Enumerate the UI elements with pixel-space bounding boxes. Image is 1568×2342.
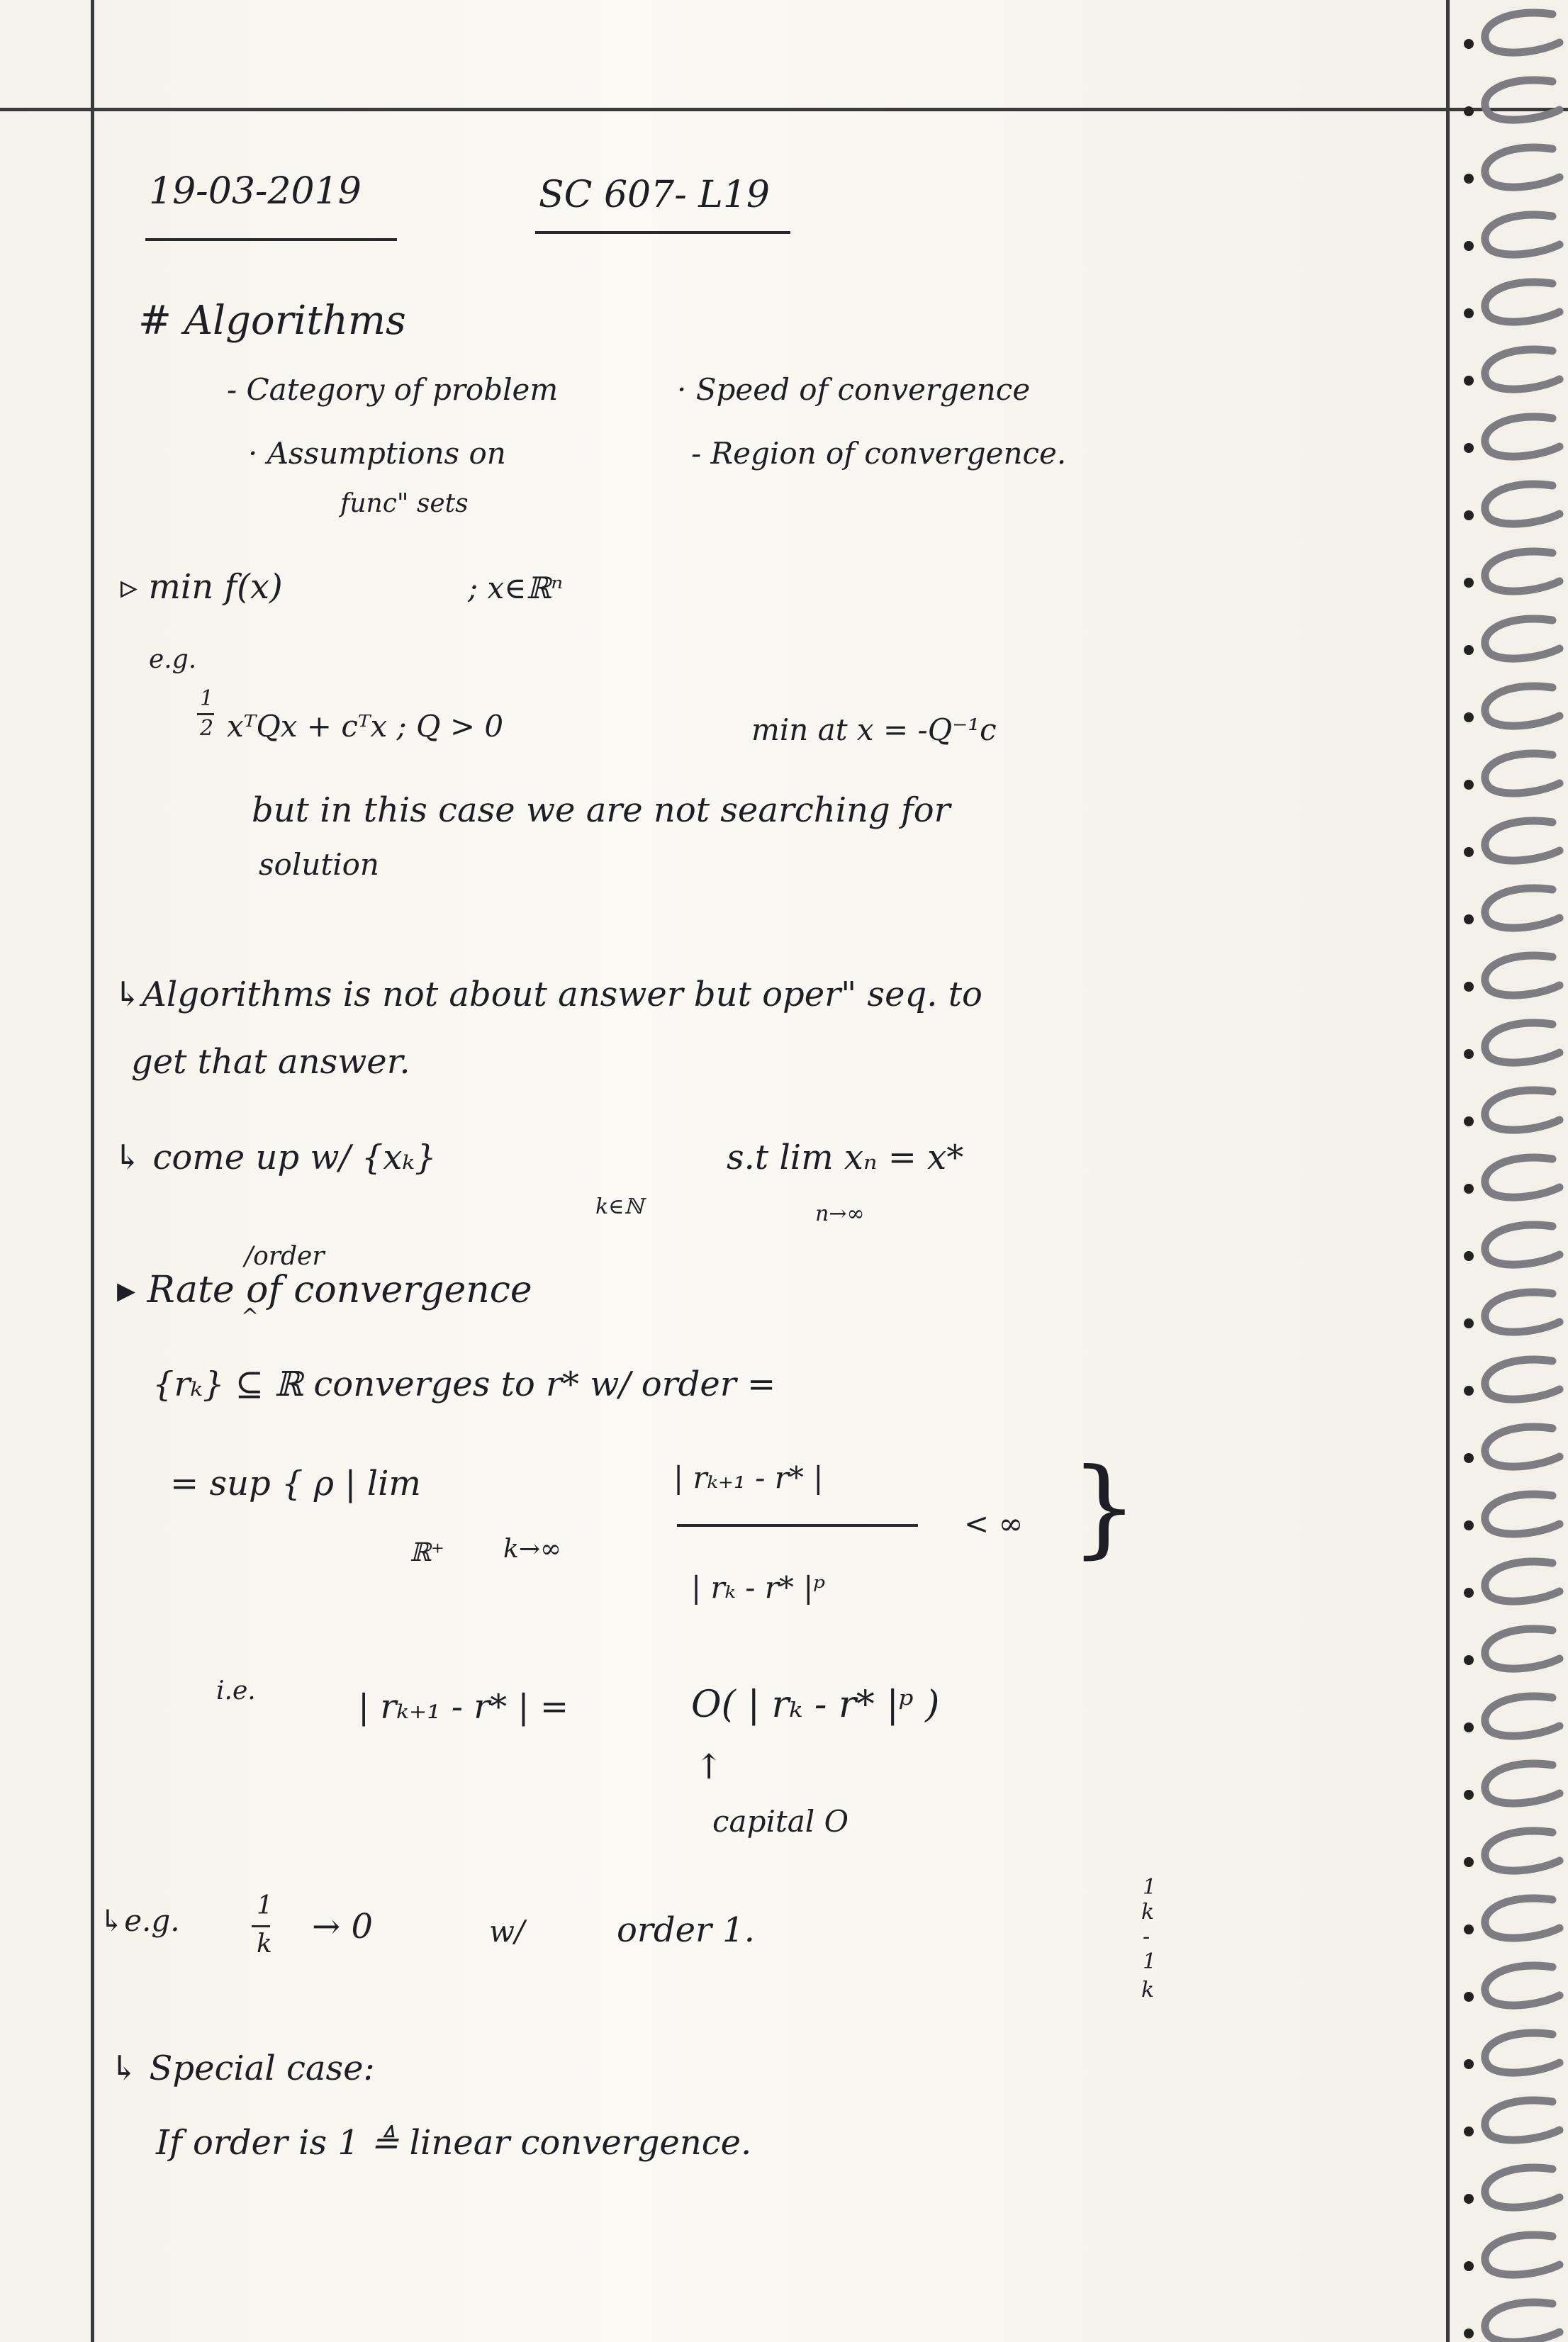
spiral-coil	[1485, 821, 1559, 861]
punch-hole	[1464, 712, 1474, 722]
date-underline	[145, 238, 397, 241]
eg-label: e.g.	[149, 645, 197, 674]
quadratic: xᵀQx + cᵀx ; Q > 0	[227, 709, 504, 744]
spiral-coil	[1485, 1427, 1559, 1467]
with-label: w/	[489, 1914, 525, 1949]
punch-hole	[1464, 1386, 1474, 1396]
limit-statement: s.t lim xₙ = x*	[727, 1138, 964, 1177]
punch-hole	[1464, 308, 1474, 318]
spiral-coil	[1485, 888, 1559, 928]
punch-hole	[1464, 376, 1474, 386]
spiral-coil	[1485, 2168, 1559, 2207]
spiral-coil	[1485, 1292, 1559, 1332]
spiral-coil	[1485, 2033, 1559, 2073]
spiral-coil	[1485, 1090, 1559, 1130]
spiral-coil	[1485, 2100, 1559, 2140]
frac-k-bar	[252, 1925, 270, 1927]
spiral-coil	[1485, 753, 1559, 793]
ratio-numerator: | rₖ₊₁ - r* |	[673, 1460, 824, 1495]
punch-hole	[1464, 2059, 1474, 2069]
spiral-coil	[1485, 619, 1559, 659]
punch-hole	[1464, 1184, 1474, 1194]
come-up: ↳ come up w/ {xₖ}	[113, 1138, 437, 1177]
domain: ; x∈ℝⁿ	[468, 571, 564, 605]
punch-hole	[1464, 1251, 1474, 1261]
bullet-assumptions: · Assumptions on	[248, 436, 506, 471]
punch-hole	[1464, 1655, 1474, 1665]
arrow-up: ↑	[695, 1747, 724, 1787]
less-than-inf: < ∞	[964, 1506, 1024, 1541]
punch-hole	[1464, 106, 1474, 116]
bullet-category: - Category of problem	[227, 372, 559, 407]
punch-hole	[1464, 1992, 1474, 2002]
spiral-coil	[1485, 1562, 1559, 1601]
order-insert: /order	[245, 1242, 325, 1271]
spiral-coil	[1485, 1360, 1559, 1399]
punch-hole	[1464, 2261, 1474, 2271]
frac-half-num: 1	[200, 686, 214, 711]
frac-one: 1	[257, 1891, 273, 1920]
punch-hole	[1464, 174, 1474, 184]
punch-hole	[1464, 2127, 1474, 2136]
punch-hole	[1464, 1857, 1474, 1867]
note-line-1: but in this case we are not searching for	[252, 790, 951, 830]
punch-hole	[1464, 1520, 1474, 1530]
closing-brace: }	[1070, 1446, 1138, 1569]
spiral-coil	[1485, 1966, 1559, 2005]
punch-hole	[1464, 578, 1474, 588]
punch-hole	[1464, 1588, 1474, 1598]
ie-label: i.e.	[216, 1676, 256, 1705]
example-label: ↳e.g.	[99, 1903, 180, 1938]
punch-hole	[1464, 2329, 1474, 2338]
ratio-bar	[677, 1524, 918, 1527]
spiral-coil	[1485, 1696, 1559, 1736]
punch-hole	[1464, 1116, 1474, 1126]
n-to-inf: n→∞	[815, 1201, 865, 1226]
bullet-region: - Region of convergence.	[691, 436, 1067, 471]
spiral-coil	[1485, 1158, 1559, 1197]
side-one-top: 1	[1143, 1875, 1157, 1900]
order-one: order 1.	[617, 1910, 755, 1950]
spiral-coil	[1485, 1629, 1559, 1669]
punch-hole	[1464, 1453, 1474, 1463]
ie-lhs: | rₖ₊₁ - r* | =	[358, 1687, 569, 1727]
page-border-top	[0, 108, 1568, 111]
course-code: SC 607- L19	[539, 174, 770, 216]
spiral-coil	[1485, 551, 1559, 591]
punch-hole	[1464, 780, 1474, 790]
spiral-coil	[1485, 147, 1559, 187]
spiral-coil	[1485, 2235, 1559, 2275]
punch-hole	[1464, 982, 1474, 992]
punch-hole	[1464, 39, 1474, 49]
minimizer: min at x = -Q⁻¹c	[751, 712, 997, 747]
spiral-coil	[1485, 1831, 1559, 1871]
spiral-coil	[1485, 80, 1559, 120]
caret: ^	[241, 1304, 259, 1329]
punch-hole	[1464, 847, 1474, 857]
r-plus: ℝ⁺	[410, 1538, 444, 1567]
frac-half-bar	[197, 713, 214, 715]
punch-hole	[1464, 510, 1474, 520]
spiral-coil	[1485, 349, 1559, 389]
note-line-2: solution	[259, 847, 379, 882]
special-heading: ↳ Special case:	[110, 2049, 375, 2088]
spiral-coil	[1485, 1764, 1559, 1803]
side-k-mid: k	[1141, 1900, 1155, 1924]
algo-line-2: get that answer.	[131, 1042, 410, 1082]
spiral-coil	[1485, 956, 1559, 995]
page-border-left	[91, 0, 94, 2342]
page-border-right	[1446, 0, 1450, 2342]
special-line: If order is 1 ≜ linear convergence.	[156, 2123, 752, 2163]
min-fx: ▹ min f(x)	[121, 567, 283, 607]
punch-hole	[1464, 914, 1474, 924]
arrow-zero: → 0	[312, 1907, 374, 1946]
spiral-coil	[1485, 215, 1559, 254]
punch-hole	[1464, 645, 1474, 655]
spiral-coil	[1485, 2302, 1559, 2342]
punch-hole	[1464, 1790, 1474, 1800]
k-to-inf: k→∞	[503, 1535, 561, 1564]
spiral-coil	[1485, 282, 1559, 322]
punch-hole	[1464, 443, 1474, 453]
ie-rhs: O( | rₖ - r* |ᵖ )	[691, 1683, 940, 1726]
punch-hole	[1464, 1722, 1474, 1732]
capital-o-note: capital O	[712, 1804, 849, 1839]
course-underline	[535, 231, 790, 234]
algo-line-1: ↳Algorithms is not about answer but oper" seq. to	[113, 975, 982, 1014]
converges-line: {rₖ} ⊆ ℝ converges to r* w/ order =	[152, 1365, 776, 1404]
frac-k: k	[257, 1929, 272, 1959]
punch-hole	[1464, 2194, 1474, 2204]
bullet-speed: · Speed of convergence	[677, 372, 1031, 407]
side-k-bottom: k	[1141, 1978, 1155, 2002]
punch-hole	[1464, 1318, 1474, 1328]
sup-expression: = sup { ρ | lim	[170, 1464, 421, 1503]
bullet-assumptions-2: func" sets	[340, 489, 469, 518]
spiral-binding	[1460, 0, 1568, 2342]
ratio-denominator: | rₖ - r* |ᵖ	[691, 1570, 826, 1605]
spiral-coil	[1485, 1898, 1559, 1938]
punch-hole	[1464, 1049, 1474, 1059]
punch-hole	[1464, 241, 1474, 251]
spiral-coil	[1485, 1225, 1559, 1265]
spiral-coil	[1485, 686, 1559, 726]
side-one-bottom: 1	[1143, 1949, 1157, 1974]
section-heading: # Algorithms	[138, 298, 406, 344]
frac-half-den: 2	[200, 716, 214, 741]
spiral-coil	[1485, 1023, 1559, 1063]
k-in-n: k∈ℕ	[595, 1194, 644, 1219]
spiral-coil	[1485, 13, 1559, 52]
spiral-coil	[1485, 1494, 1559, 1534]
side-dash: -	[1143, 1924, 1150, 1949]
punch-hole	[1464, 1924, 1474, 1934]
spiral-coil	[1485, 417, 1559, 456]
spiral-coil	[1485, 484, 1559, 524]
rate-heading: ▸ Rate of convergence	[117, 1269, 532, 1311]
date: 19-03-2019	[149, 170, 362, 213]
